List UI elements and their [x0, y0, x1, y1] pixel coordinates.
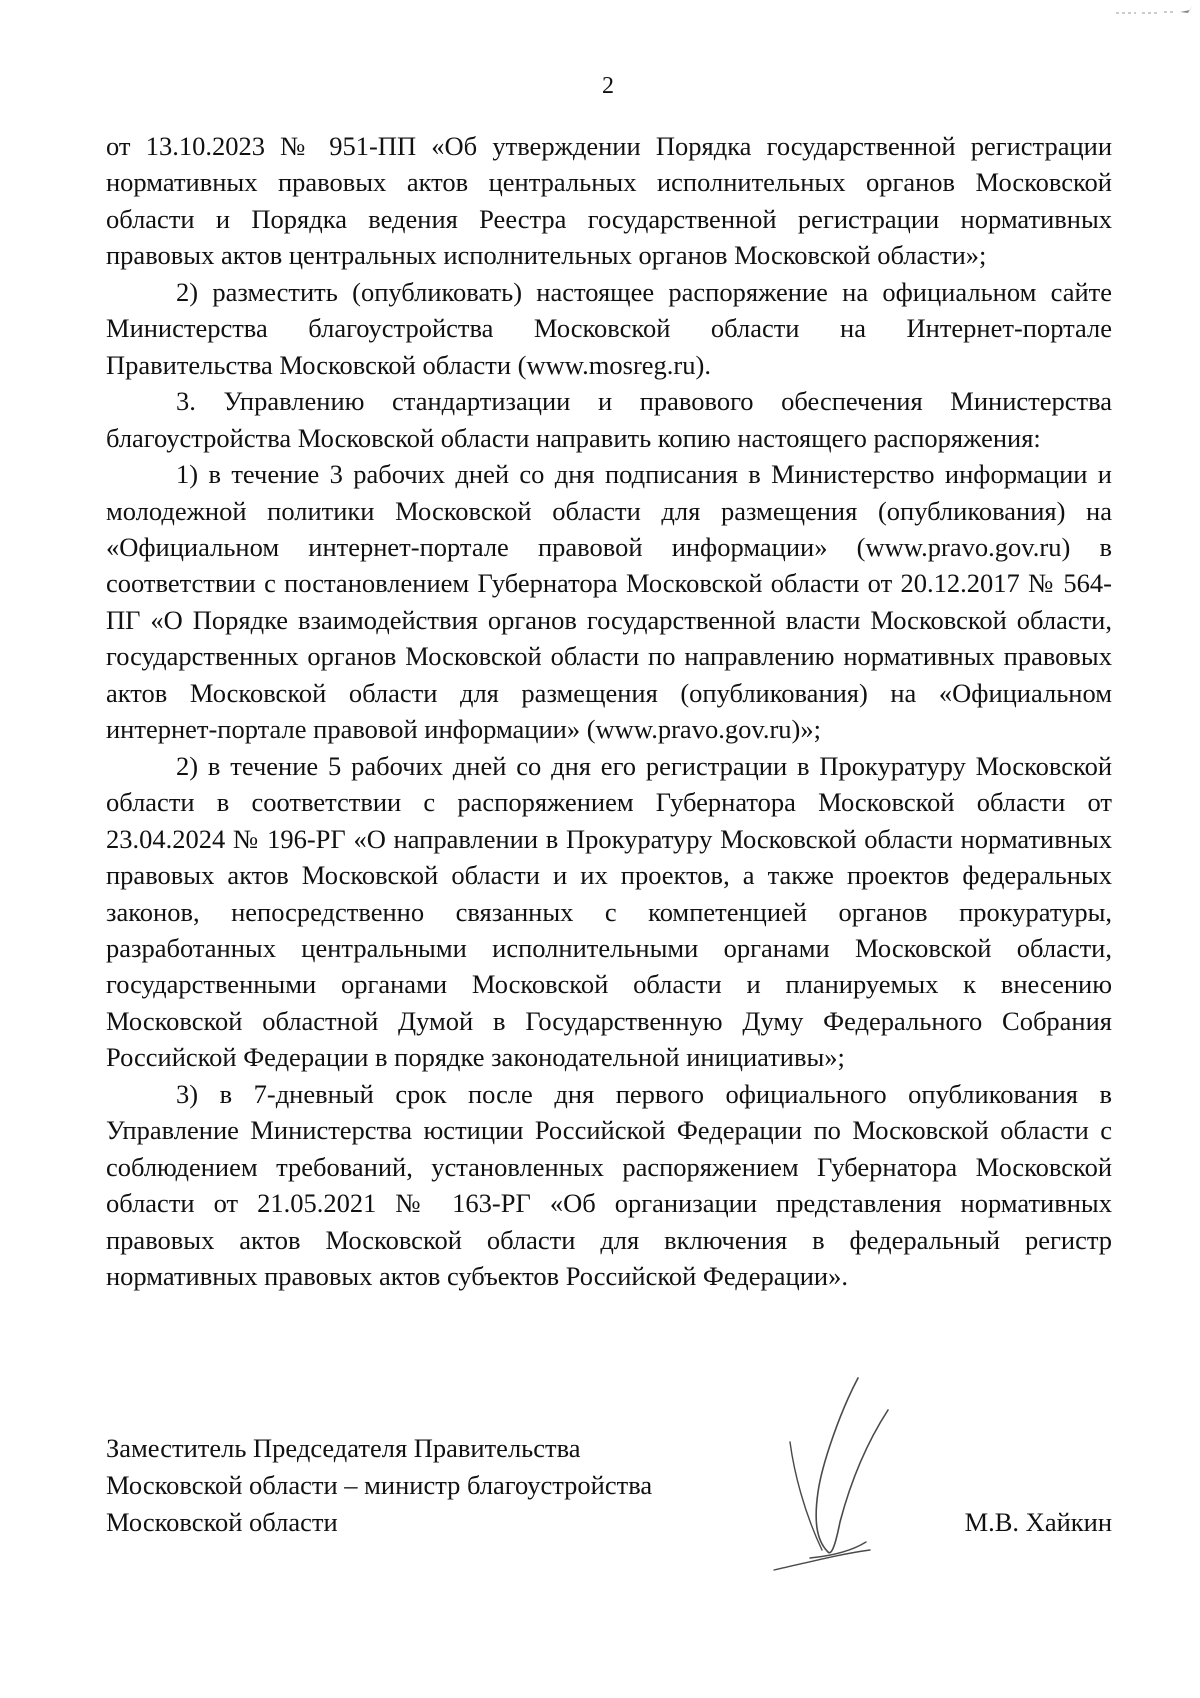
paragraph-subitem-1-ministry-of-information: 1) в течение 3 рабочих дней со дня подписания в Министерство информации и молодежной политики Московской области для размещения (опубликования) на «Официальном интернет-портале правовой информации» (www.pravo.gov.ru) в соответствии с постановлением Губернатора Московской области от 20.12.2017 № 564-ПГ «О Порядке взаимодействия органов государственной власти Московской области, государственных органов Московской области по направлению нормативных правовых актов Московской области для размещения (опубликования) на «Официальном интернет-портале правовой информации» (www.pravo.gov.ru)»; — [106, 459, 1112, 745]
signatory-name: М.В. Хайкин — [964, 1507, 1112, 1537]
paragraph-publish-on-website: 2) разместить (опубликовать) настоящее распоряжение на официальном сайте Министерства благоустройства Московской области на Интернет-портале Правительства Московской области (www.mosreg.ru). — [106, 276, 1112, 380]
signatory-title-line-1: Заместитель Председателя Правительства — [106, 1433, 581, 1463]
page-number: 2 — [602, 73, 614, 99]
scan-artifact-mark — [1114, 4, 1194, 18]
signature-block — [106, 1430, 1112, 1541]
paragraph-regulation-reference: от 13.10.2023 № 951-ПП «Об утверждении Порядка государственной регистрации нормативных правовых актов центральных исполнительных органов Московской области и Порядка ведения Реестра государственной регистрации нормативных правовых актов центральных исполнительных органов Московской области»; — [106, 131, 1112, 271]
paragraph-item-3-send-copy: 3. Управлению стандартизации и правового обеспечения Министерства благоустройства Московской области направить копию настоящего распоряжения: — [106, 386, 1112, 453]
signatory-title-line-3: Московской области — [106, 1507, 338, 1537]
document-body — [106, 128, 1112, 1295]
paragraph-subitem-2-prosecutors-office: 2) в течение 5 рабочих дней со дня его регистрации в Прокуратуру Московской области в соответствии с распоряжением Губернатора Московской области от 23.04.2024 № 196-РГ «О направлении в Прокуратуру Московской области нормативных правовых актов Московской области и их проектов, а также проектов федеральных законов, непосредственно связанных с компетенцией органов прокуратуры, разработанных центральными исполнительными органами Московской области, государственными органами Московской области и планируемых к внесению Московской областной Думой в Государственную Думу Федерального Собрания Российской Федерации в порядке законодательной инициативы»; — [106, 750, 1112, 1073]
paragraph-subitem-3-ministry-of-justice: 3) в 7-дневный срок после дня первого официального опубликования в Управление Министерства юстиции Российской Федерации по Московской области с соблюдением требований, установленных распоряжением Губернатора Московской области от 21.05.2021 № 163-РГ «Об организации представления нормативных правовых актов Московской области для включения в федеральный регистр нормативных правовых актов субъектов Российской Федерации». — [106, 1078, 1112, 1292]
signatory-title-line-2: Московской области – министр благоустройства — [106, 1470, 653, 1500]
